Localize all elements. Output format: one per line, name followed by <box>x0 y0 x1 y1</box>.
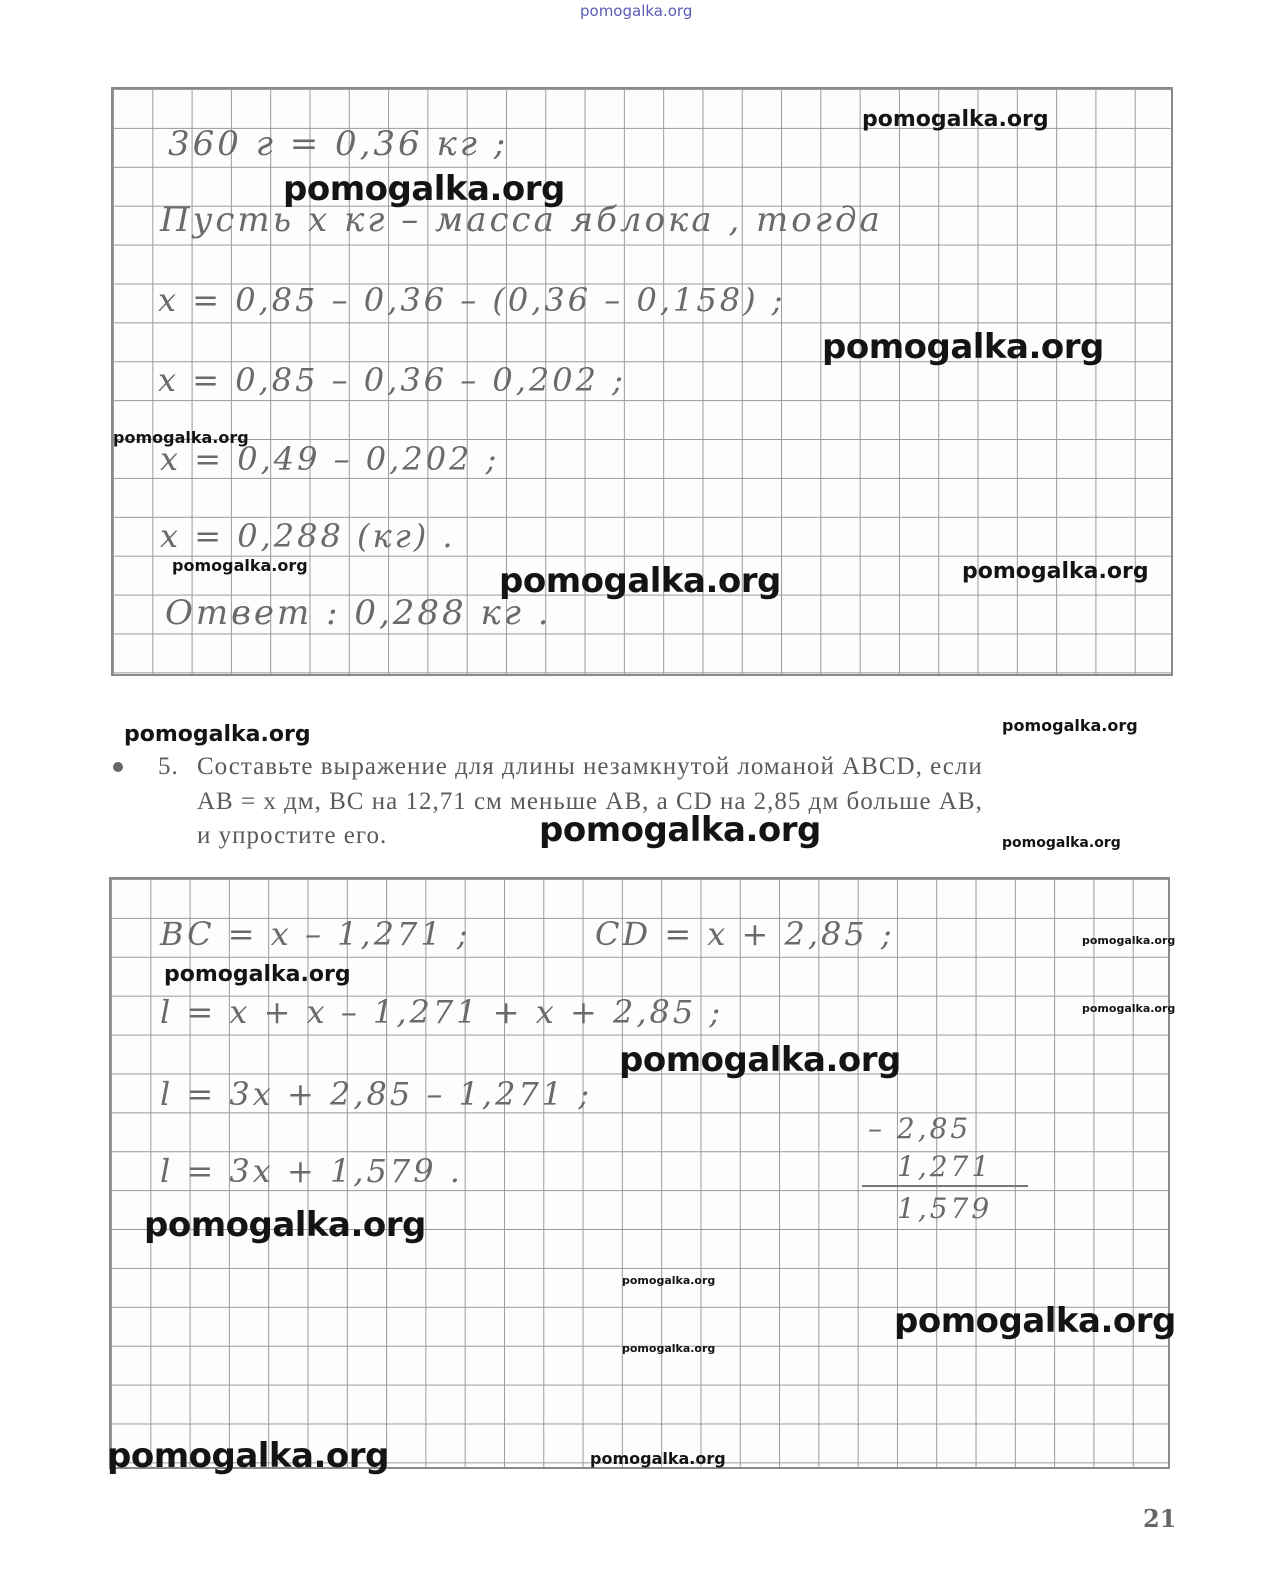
watermark: pomogalka.org <box>172 556 308 575</box>
solution-1-line-5: x = 0,49 – 0,202 ; <box>160 440 500 478</box>
watermark: pomogalka.org <box>499 561 781 601</box>
column-calc-line <box>862 1185 1028 1187</box>
solution-1-line-2: Пусть x кг – масса яблока , тогда <box>160 200 883 240</box>
column-calc-result: 1,579 <box>897 1192 993 1225</box>
watermark: pomogalka.org <box>590 1449 726 1468</box>
solution-1-line-3: x = 0,85 – 0,36 – (0,36 – 0,158) ; <box>158 281 786 319</box>
watermark: pomogalka.org <box>962 559 1149 584</box>
watermark: pomogalka.org <box>113 428 249 447</box>
header-watermark: pomogalka.org <box>580 2 693 20</box>
watermark: pomogalka.org <box>124 722 311 747</box>
watermark: pomogalka.org <box>862 107 1049 132</box>
watermark: pomogalka.org <box>619 1040 901 1080</box>
column-calc-minuend: – 2,85 <box>868 1112 972 1145</box>
watermark: pomogalka.org <box>164 962 351 987</box>
watermark: pomogalka.org <box>539 810 821 850</box>
watermark: pomogalka.org <box>1082 934 1176 947</box>
solution-1-line-4: x = 0,85 – 0,36 – 0,202 ; <box>158 361 626 399</box>
task-bullet <box>113 762 123 772</box>
solution-1-line-1: 360 г = 0,36 кг ; <box>168 124 509 164</box>
solution-1-line-7: Ответ : 0,288 кг . <box>165 593 552 633</box>
task-text-line-1: Составьте выражение для длины незамкнутой ломаной ABCD, если <box>197 753 983 780</box>
watermark: pomogalka.org <box>822 327 1104 367</box>
solution-1-line-6: x = 0,288 (кг) . <box>160 517 456 555</box>
solution-2-line-bc: BC = x – 1,271 ; <box>160 915 471 953</box>
task-text-line-3: и упростите его. <box>197 822 388 849</box>
solution-2-line-cd: CD = x + 2,85 ; <box>595 915 895 953</box>
solution-2-line-3: l = 3x + 2,85 – 1,271 ; <box>160 1075 593 1113</box>
watermark: pomogalka.org <box>107 1436 389 1476</box>
watermark: pomogalka.org <box>144 1205 426 1245</box>
watermark: pomogalka.org <box>1002 835 1121 851</box>
task-number: 5. <box>158 753 179 780</box>
solution-2-line-2: l = x + x – 1,271 + x + 2,85 ; <box>160 993 724 1031</box>
watermark: pomogalka.org <box>894 1301 1176 1341</box>
watermark: pomogalka.org <box>1002 716 1138 735</box>
page-number: 21 <box>1143 1504 1177 1533</box>
column-calc-subtrahend: 1,271 <box>897 1150 993 1183</box>
watermark: pomogalka.org <box>1082 1002 1176 1015</box>
watermark: pomogalka.org <box>622 1342 716 1355</box>
watermark: pomogalka.org <box>283 169 565 209</box>
watermark: pomogalka.org <box>622 1274 716 1287</box>
task-text-line-2: AB = x дм, BC на 12,71 см меньше AB, а CD на 2,85 дм больше AB, <box>197 788 983 815</box>
solution-2-line-4: l = 3x + 1,579 . <box>160 1152 463 1190</box>
